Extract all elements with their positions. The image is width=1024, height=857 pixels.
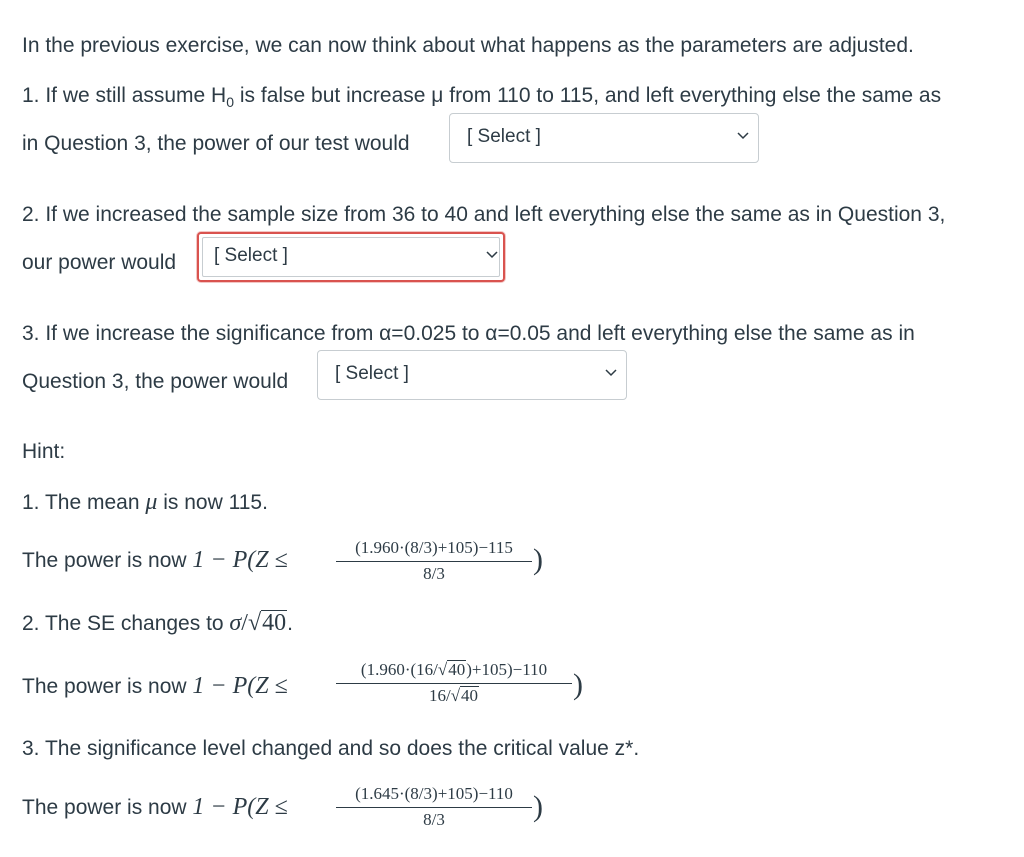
intro-text: In the previous exercise, we can now think about what happens as the parameters are adjusted.	[22, 34, 914, 57]
hint-1-text-b: is now 115.	[157, 491, 268, 514]
fraction-3	[336, 784, 532, 830]
q1-text-a: 1. If we still assume H	[22, 84, 227, 107]
sqrt-radical-icon: √	[247, 610, 262, 636]
fraction-2-numerator	[336, 660, 572, 680]
question-1-line-2: in Question 3, the power of our test would	[22, 132, 410, 155]
hint-2-period: .	[287, 612, 293, 635]
question-1-select-label: [ Select ]	[467, 126, 541, 147]
close-paren-1: )	[533, 543, 543, 576]
hint-item-3: 3. The significance level changed and so does the critical value z*.	[22, 737, 640, 760]
sqrt-radical-icon: √	[450, 686, 461, 705]
question-2-line-2: our power would	[22, 251, 177, 274]
power-prefix-1: The power is now	[22, 549, 193, 572]
chevron-down-icon	[485, 247, 499, 261]
question-2-line-1: 2. If we increased the sample size from 36 to 40 and left everything else the same as in Question 3,	[22, 203, 946, 226]
power-formula-1	[22, 546, 288, 575]
question-1-line-1	[22, 82, 941, 116]
hint-1-text-a: 1. The mean	[22, 491, 146, 514]
hint-title: Hint:	[22, 440, 66, 463]
question-1-select[interactable]	[449, 113, 759, 163]
chevron-down-icon	[736, 128, 750, 142]
power-expr-3: 1 − P(Z ≤	[192, 794, 288, 820]
h-subscript: 0	[226, 94, 235, 111]
sqrt-radical-icon: √	[437, 660, 448, 679]
fraction-3-bar	[336, 807, 532, 808]
power-formula-2	[22, 672, 288, 701]
fraction-1-numerator: (1.960·(8/3)+105)−115	[355, 538, 513, 557]
q1-text-b: is false but increase μ from 110 to 115, and left everything else the same as	[234, 84, 942, 107]
fraction-2-bar	[336, 683, 572, 684]
power-expr-2: 1 − P(Z ≤	[192, 673, 288, 699]
fraction-1	[336, 538, 532, 584]
close-paren-3: )	[533, 790, 543, 823]
power-prefix-3: The power is now	[22, 796, 193, 819]
fraction-3-numerator: (1.645·(8/3)+105)−110	[355, 784, 513, 803]
fraction-1-denominator: 8/3	[423, 564, 445, 583]
slash-symbol: /	[241, 610, 248, 636]
fraction-2-denominator	[336, 686, 572, 706]
close-paren-2: )	[573, 668, 583, 701]
power-expr-1: 1 − P(Z ≤	[192, 547, 288, 573]
fraction-3-denominator: 8/3	[423, 810, 445, 829]
question-3-select-label: [ Select ]	[335, 363, 409, 384]
fraction-2-den-a: 16/	[428, 686, 451, 705]
power-prefix-2: The power is now	[22, 675, 193, 698]
question-3-line-2: Question 3, the power would	[22, 370, 289, 393]
fraction-2-num-sqrt: 40	[448, 660, 466, 679]
question-2-select[interactable]	[197, 232, 505, 282]
mu-symbol: μ	[145, 489, 158, 515]
question-2-select-label: [ Select ]	[214, 245, 288, 266]
fraction-1-bar	[336, 561, 532, 562]
power-formula-3	[22, 793, 288, 822]
hint-item-2	[22, 609, 293, 638]
fraction-2-num-b: )+105)−110	[466, 660, 548, 679]
sigma-symbol: σ	[229, 610, 242, 636]
hint-item-1	[22, 488, 268, 517]
sqrt-value: 40	[262, 610, 287, 636]
hint-2-text-a: 2. The SE changes to	[22, 612, 230, 635]
fraction-2	[336, 660, 572, 706]
fraction-2-den-sqrt: 40	[461, 686, 479, 705]
fraction-2-num-a: (1.960·(16/	[360, 660, 438, 679]
question-3-select[interactable]	[317, 350, 627, 400]
question-3-line-1: 3. If we increase the significance from α=0.025 to α=0.05 and left everything else the same as in	[22, 322, 915, 345]
chevron-down-icon	[604, 365, 618, 379]
